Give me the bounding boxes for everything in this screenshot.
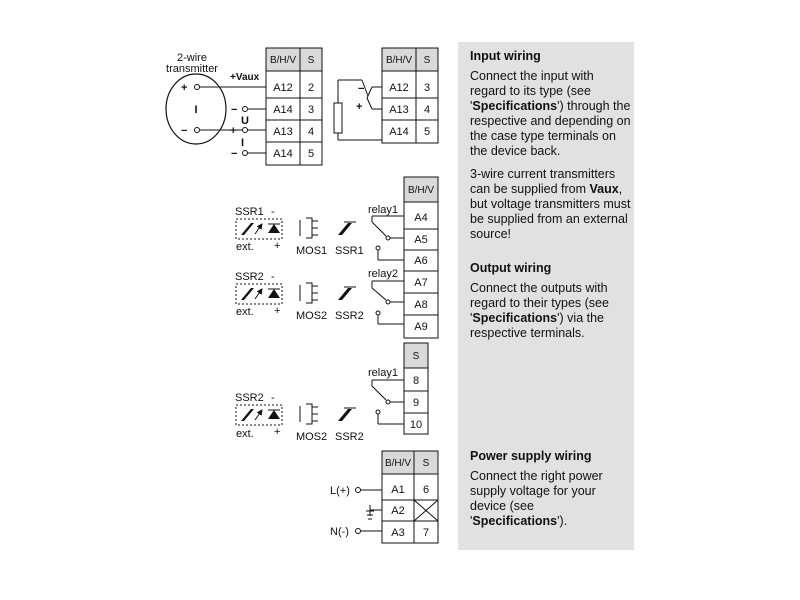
ssr1-minus: - xyxy=(271,206,275,218)
transmitter-minus: − xyxy=(181,125,188,137)
terminal-a13: A13 xyxy=(389,104,409,116)
mos1-label: MOS1 xyxy=(296,245,328,257)
terminal-2: 2 xyxy=(307,82,315,94)
ground-icon xyxy=(366,505,374,519)
ssr2-ext-label: ext. xyxy=(236,306,254,318)
terminal-a5: A5 xyxy=(414,234,428,246)
terminal-9: 9 xyxy=(412,397,420,409)
output-wiring-section xyxy=(470,261,632,349)
u-symbol: U xyxy=(241,115,249,127)
relay2-contact-icon xyxy=(372,288,386,300)
output-wiring-title: Output wiring xyxy=(470,261,552,275)
terminal-a9: A9 xyxy=(414,321,428,333)
ssr-group-2 xyxy=(235,271,364,322)
neutral-label: N(-) xyxy=(330,526,349,538)
terminal-3: 3 xyxy=(307,104,315,116)
transmitter-title-2: transmitter xyxy=(166,63,218,75)
header-s: S xyxy=(423,55,431,66)
terminal-a4: A4 xyxy=(414,212,428,224)
terminal-a14: A14 xyxy=(389,126,409,138)
mos2-label: MOS2 xyxy=(296,310,328,322)
terminal-a14: A14 xyxy=(273,104,293,116)
output-terminal-block-s xyxy=(368,343,428,434)
ssr2-icon xyxy=(338,409,352,421)
header-bhv: B/H/V xyxy=(269,55,297,66)
terminal-a8: A8 xyxy=(414,299,428,311)
header-s: S xyxy=(422,458,430,469)
terminal-a12: A12 xyxy=(389,82,409,94)
mos1-icon xyxy=(306,218,318,238)
relay1-s-label: relay1 xyxy=(368,367,398,379)
ssr1-icon xyxy=(338,223,352,235)
input-terminal-block-left xyxy=(230,48,322,165)
ssr-group-1 xyxy=(235,206,364,257)
power-wiring-section xyxy=(470,449,632,537)
mos2-icon xyxy=(306,404,318,424)
terminal-5: 5 xyxy=(423,126,431,138)
input-wiring-text: Connect the input with regard to its type (see 'Specifications') through the respective and depending on the case type terminals on the device back. xyxy=(470,69,631,158)
transmitter-plus: + xyxy=(181,82,188,94)
mos2-label: MOS2 xyxy=(296,431,328,443)
potentiometer-icon xyxy=(334,103,342,133)
ssr2-label: SSR2 xyxy=(335,431,364,443)
relay2-label: relay2 xyxy=(368,268,398,280)
terminal-a2: A2 xyxy=(391,505,405,517)
ssr2-top-label: SSR2 xyxy=(235,392,264,404)
terminal-a12: A12 xyxy=(273,82,293,94)
ssr2-minus: - xyxy=(271,271,275,283)
header-s: S xyxy=(412,351,420,362)
transmitter-current-symbol: I xyxy=(194,104,198,116)
header-bhv: B/H/V xyxy=(385,55,413,66)
power-terminal-block xyxy=(330,451,438,543)
terminal-4: 4 xyxy=(307,126,315,138)
ssr1-label: SSR1 xyxy=(335,245,364,257)
terminal-3: 3 xyxy=(423,82,431,94)
u-plus: + xyxy=(230,125,237,137)
terminal-a13: A13 xyxy=(273,126,293,138)
ssr2-minus: - xyxy=(271,392,275,404)
relay1-contact-icon xyxy=(372,222,386,236)
i-symbol: I xyxy=(241,137,245,149)
ssr2-top-label: SSR2 xyxy=(235,271,264,283)
terminal-8: 8 xyxy=(412,375,420,387)
terminal-6: 6 xyxy=(422,484,430,496)
ssr1-top-label: SSR1 xyxy=(235,206,264,218)
u-minus: − xyxy=(231,104,238,116)
header-bhv: B/H/V xyxy=(407,185,435,196)
ssr2-label: SSR2 xyxy=(335,310,364,322)
terminal-a1: A1 xyxy=(391,484,405,496)
ssr2-plus: + xyxy=(274,426,281,438)
ssr1-ext-label: ext. xyxy=(236,241,254,253)
vaux-label: +Vaux xyxy=(230,72,260,83)
input-terminal-block-right xyxy=(334,48,438,143)
terminal-10: 10 xyxy=(409,419,423,431)
ssr1-plus: + xyxy=(274,240,281,252)
input-wiring-title: Input wiring xyxy=(470,49,541,63)
ssr2-plus: + xyxy=(274,305,281,317)
header-bhv: B/H/V xyxy=(384,458,412,469)
ssr-group-3 xyxy=(235,392,364,443)
vaux-note-text: 3-wire current transmitters can be supplied from Vaux, but voltage transmitters must be supplied from an external source! xyxy=(470,167,631,241)
terminal-7: 7 xyxy=(422,527,430,539)
relay1-label: relay1 xyxy=(368,204,398,216)
pot-minus: − xyxy=(358,83,365,95)
mos2-icon xyxy=(306,283,318,303)
power-wiring-text: Connect the right power supply voltage for your device (see 'Specifications'). xyxy=(470,469,603,528)
power-wiring-title: Power supply wiring xyxy=(470,449,592,463)
transmitter-title-1: 2-wire xyxy=(177,52,207,64)
i-minus: − xyxy=(231,148,238,160)
pot-plus: + xyxy=(356,101,363,113)
terminal-a14: A14 xyxy=(273,148,293,160)
output-wiring-text: Connect the outputs with regard to their types (see 'Specifications') via the respective terminals. xyxy=(470,281,609,340)
ssr2-icon xyxy=(338,288,352,300)
terminal-a6: A6 xyxy=(414,255,428,267)
transmitter xyxy=(166,52,266,144)
terminal-a3: A3 xyxy=(391,527,405,539)
header-s: S xyxy=(307,55,315,66)
input-wiring-section xyxy=(470,49,632,250)
line-label: L(+) xyxy=(330,485,350,497)
terminal-4: 4 xyxy=(423,104,431,116)
output-terminal-block xyxy=(368,177,438,338)
relay-contact-icon xyxy=(372,386,386,400)
ssr2-ext-label: ext. xyxy=(236,428,254,440)
terminal-a7: A7 xyxy=(414,277,428,289)
terminal-5: 5 xyxy=(307,148,315,160)
